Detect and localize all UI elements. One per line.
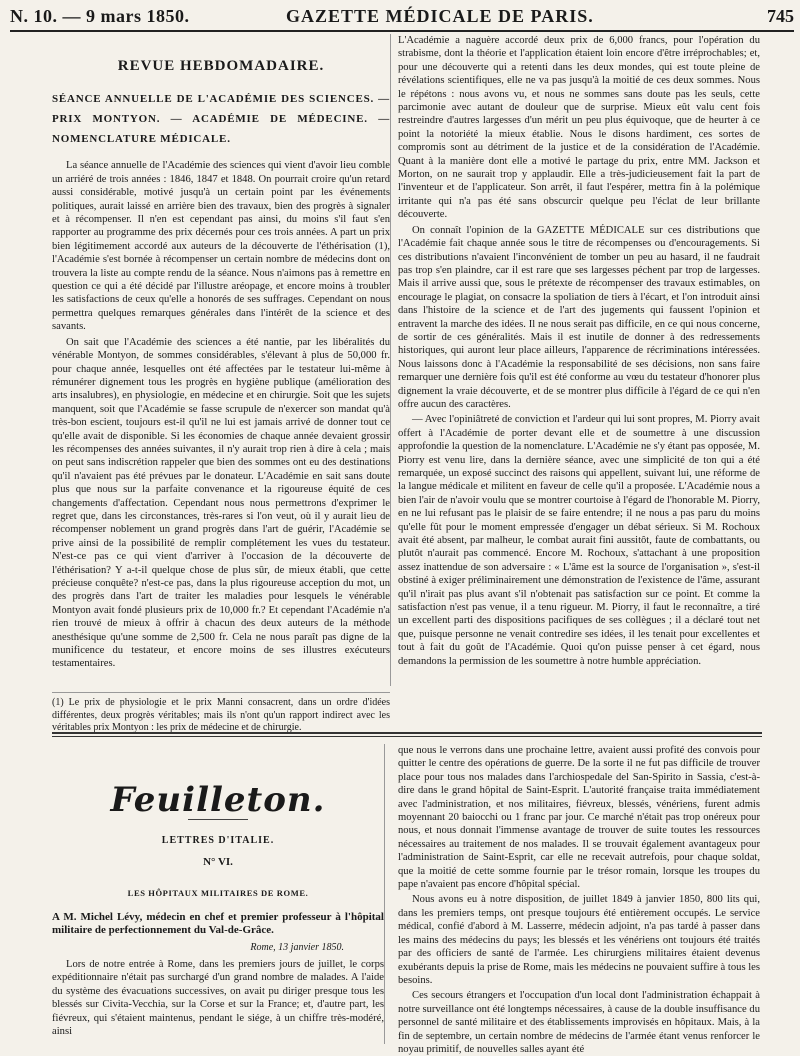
column-left-top <box>52 34 391 686</box>
section-heading: REVUE HEBDOMADAIRE. <box>117 58 325 74</box>
letter-address: A M. Michel Lévy, médecin en chef et premier professeur à l'hôpital militaire de perfectionnement du Val-de-Grâce. <box>52 910 384 936</box>
paragraph: L'Académie a naguère accordé deux prix de 6,000 francs, pour l'opération du strabisme, dont la théorie et l'application étaient loin encore d'être irréprochables; et, pour une découverte qui a retenti dans les deux mondes, qui est toute pleine de révélations scientifiques, elle ne va pas jusqu'à la moitié de ces deux sommes. Nous le répétons : nous avons vu, et nous ne sommes sans doute pas les seuls, cette parcimonie avec autant de douleur que de surprise. Mieux eût valu cent fois restreindre d'autres largesses d'un mérit un peu plus équivoque, que de heurter à ce point la notoriété la mieux établie. Nous le disons hardiment, ces sortes de compromis sont au détriment de la justice et de la considération de l'Académie. Quant à la manière dont elle a motivé le partage du prix, entre MM. Jackson et Morton, on ne saurait trop y applaudir. Elle a très-judicieusement fait la part de l'inventeur et de l'applicateur. Son arrêt, il faut l'espérer, mettra fin à la polémique irritante qui n'a pas été sans obscurcir quelque peu l'éclat de leur brillante découverte. <box>398 35 760 221</box>
letters-heading: LETTRES D'ITALIE. <box>161 835 275 847</box>
masthead <box>10 4 794 32</box>
section-divider <box>52 736 762 737</box>
paragraph: Nous avons eu à notre disposition, de juillet 1849 à janvier 1850, 800 lits qui, dans les premiers temps, ont presque toujours été entièrement occupés. Le service médical, confié d'abord à M. Lasserre, médecin adjoint, n'a pas tardé à passer dans les mains des médecins du pays; les blessés et les vénériens ont toujours été traités par des officiers de santé de l'armée. Les chirurgiens militaires étaient devenus exubérants depuis la prise de Rome, mais les médecins ne pouvaient suffire à tous les besoins. <box>398 894 760 986</box>
column-right-top <box>398 34 760 684</box>
letter-number: N° VI. <box>203 855 233 868</box>
paragraph: On connaît l'opinion de la GAZETTE MÉDICALE sur ces distributions que l'Académie fait chaque année sous le titre de récompenses ou d'encouragements. Si ces distributions n'avaient l'inconvénient de tomber un peu au hasard, il ne faudrait pas trop s'en plaindre, car il est rare que ses largesses péchent par trop de largesses. Mais il arrive aussi que, sous le prétexte de récompenser des travaux estimables, on encourage le plagiat, on consacre la spoliation de tiers à l'écart, et l'on introduit ainsi dans l'histoire de la science et de l'art des jugements qui faussent l'opinion et entravent la marche des idées. Il ne nous serait pas difficile, en ce qui nous concerne, de sortir de ces généralités. Mais il est inutile de donner à des redressements historiques, qui auront leur place ailleurs, l'apparence de récriminations intéressées. Nous laissons donc à l'Académie la responsabilité de ses décisions, non sans faire remarquer une dernière fois qu'il est été conforme au vœu du testateur d'honorer plus dignement la vraie découverte, et de se montrer plus difficile à l'égard de ce qui n'en offre aucun des caractères. <box>398 224 760 410</box>
paragraph: La séance annuelle de l'Académie des sciences qui vient d'avoir lieu comble un arriéré de trois années : 1846, 1847 et 1848. On pourrait croire qu'un retard aussi considérable, motivé jusqu'à un certain point par les événements politiques, aurait laissé en arrière bien des travaux, bien des progrès à signaler et à récompenser. Il n'en est cependant pas ainsi, du moins s'il faut s'en rapporter au programme des prix décernés pour ces trois années. A part un prix bien légitimement accordé aux auteurs de la découverte de l'éthérisation (1), l'Académie s'est bornée à récompenser un certain nombre de médecins dont on trouvera la liste au compte rendu de la séance. Nous n'aimons pas à remettre en question ce qui a été décidé par l'illustre aréopage, et encore moins à troubler les satisfactions de ceux qu'elle a honorés de ses suffrages. Cependant on nous permettra quelques remarques générales dans l'intérêt de la science et des savants. <box>52 160 390 333</box>
seance-heading: SÉANCE ANNUELLE DE L'ACADÉMIE DES SCIENCES. — PRIX MONTYON. — ACADÉMIE DE MÉDECINE. — NOMENCLATURE MÉDICALE. <box>52 93 390 146</box>
paragraph: Lors de notre entrée à Rome, dans les premiers jours de juillet, le corps expéditionnaire n'était pas surchargé d'un grand nombre de malades. A l'aide du système des évacuations successives, on avait pu diriger presque tous les blessés sur Civita-Vecchia, sur la Corse et sur la France; et, d'autre part, les fiévreux, qui s'étaient maintenus, pendant le siége, à un chiffre très-modéré, ainsi <box>52 959 384 1038</box>
paragraph: On sait que l'Académie des sciences a été nantie, par les libéralités du vénérable Montyon, de sommes considérables, s'élevant à plus de 50,000 fr. pour chaque année, lesquelles ont été affectées par le testateur lui-même à rémunérer dignement tous les progrès en hygiène publique (amélioration des arts insalubres), en physiologie, en médecine et en chirurgie. Soit que les sujets manquent, soit que l'Académie se fasse scrupule de n'exercer son mandat qu'à très-bon escient, toujours est-il qu'il ne lui est jamais arrivé de donner tout ce qu'elle avait de disponible. Si les économies de chaque année devaient grossir les récompenses des années suivantes, il n'y aurait trop rien à dire à cela ; mais on peut sans indiscrétion rappeler que bien des sommes ont eu des destinations qu'il n'avaient pas été prévues par le donateur. L'Académie en sait sans doute plus que nous sur la parfaite convenance et la rigoureuse équité de ces changements d'affectation. Cependant nous nous permettrons d'exprimer le regret que, dans les circonstances, très-rares si l'on veut, où il y aurait lieu de récompenser noblement un grand progrès dans l'art de guérir, l'Académie se prive ainsi de la possibilité de remplir complétement les vues du testateur. N'est-ce pas ce qui vient d'arriver à l'occasion de la découverte de l'éthérisation? Y a-t-il quelque chose de plus sûr, de mieux établi, que cette précieuse conquête? n'est-ce pas, dans la plus rigoureuse acception du mot, un des progrès dans l'art de traiter les maladies pour lesquels le vénérable Montyon avait fondé plusieurs prix de 10,000 fr.? Et cependant l'Académie n'a rien trouvé de mieux à offrir à chacun des deux auteurs de la méthode anesthésique qu'une somme de 2,500 fr. Cela ne nous paraît pas digne de la munificence du testateur, et encore moins de ses illustres exécuteurs testamentaires. <box>52 336 390 670</box>
letter-subtitle: LES HÔPITAUX MILITAIRES DE ROME. <box>127 888 309 899</box>
footnote: (1) Le prix de physiologie et le prix Manni consacrent, dans un ordre d'idées différentes, deux progrès véritables; mais ils n'ont qu'un rapport indirect avec les véritables prix Montyon : les prix de médecine et de chirurgie. <box>52 692 390 735</box>
feuilleton-title: Feuilleton. <box>110 780 326 820</box>
feuilleton-column-right <box>398 744 760 1055</box>
feuilleton-column-left <box>52 744 385 1044</box>
section-divider <box>52 732 762 734</box>
letter-dateline: Rome, 13 janvier 1850. <box>250 941 344 953</box>
issue-date: N. 10. — 9 mars 1850. <box>10 6 190 26</box>
paragraph: Ces secours étrangers et l'occupation d'un local dont l'administration échappait à notre surveillance ont été longtemps nécessaires, à cause de la double insuffisance du personnel de santé militaire et des établissements improvisés en hôpitaux. Mais, à la fin de septembre, un certain nombre de médecins de l'armée étant venus renforcer le noyau primitif, de nouvelles salles ayant été <box>398 990 760 1055</box>
paragraph: — Avec l'opiniâtreté de conviction et l'ardeur qui lui sont propres, M. Piorry avait offert à l'Académie de porter devant elle et de soumettre à une discussion approfondie la question de la nomenclature. L'Académie ne s'y étant pas opposée, M. Piorry est venu lire, dans la dernière séance, avec une simplicité de ton qui a été remarquée, un exposé succinct des raisons qui appellent, suivant lui, une réforme de la langue médicale et militent en faveur de celle qu'il a proposée. L'Académie nous a bien l'air de n'avoir voulu que se montrer courtoise à l'égard de l'honorable M. Piorry, en ne lui refusant pas le plaisir de se faire entendre; il ne nous a pas paru du moins qu'elle fût pour le moment empressée d'engager un débat sérieux. Si M. Rochoux avait été absent, par malheur, le combat aurait fini aussitôt, faute de combattants, ou plutôt n'aurait pas commencé. Encore M. Rochoux, s'attachant à une proposition assez inattendue de son adversaire : « L'âme est la source de l'organisation », s'est-il obstiné à exiger préliminairement une démonstration de l'existence de l'âme, assurant qu'il n'irait pas plus avant s'il n'obtenait pas satisfaction sur ce point. Et comme la satisfaction n'est pas venue, il a tenu rigueur. M. Piorry, il faut le reconnaître, a tiré un excellent parti des dispositions pacifiques de ses collègues ; il a déclaré tout net que, puisque personne ne venait contredire ses idées, il les tenait pour excellentes et tout à fait du goût de l'Académie. Quoi qu'on puisse penser à cet égard, nous demandons la permission de les soumettre à notre humble appréciation. <box>398 414 760 667</box>
paragraph: que nous le verrons dans une prochaine lettre, avaient aussi profité des convois pour quitter le centre des opérations de guerre. De la sorte il ne fut pas difficile de trouver place pour tous nos malades dans l'archiospedale del San-Spirito in Sassia, c'est-à-dire dans le grand hôpital de Saint-Esprit. L'autorité française traita immédiatement avec l'administration, et nos militaires, fiévreux, blessés, vénériens, furent admis moyennant 20 baiocchi ou 1 franc par jour. Ce marché n'était pas trop onéreux pour nous, et nous donnait l'immense avantage de trouver de suite toutes les ressources nécessaires au traitement de nos malades. Il se trouvait également avantageux pour l'administration de Saint-Esprit, car elle ne recevait autrefois, pour chaque soldat, que la moitié de cette somme fournie par le trésor romain, lorsque les troupes du pape n'avaient pas encore d'hôpital spécial. <box>398 745 760 891</box>
newspaper-title: GAZETTE MÉDICALE DE PARIS. <box>286 6 594 26</box>
page-number: 745 <box>767 6 794 26</box>
